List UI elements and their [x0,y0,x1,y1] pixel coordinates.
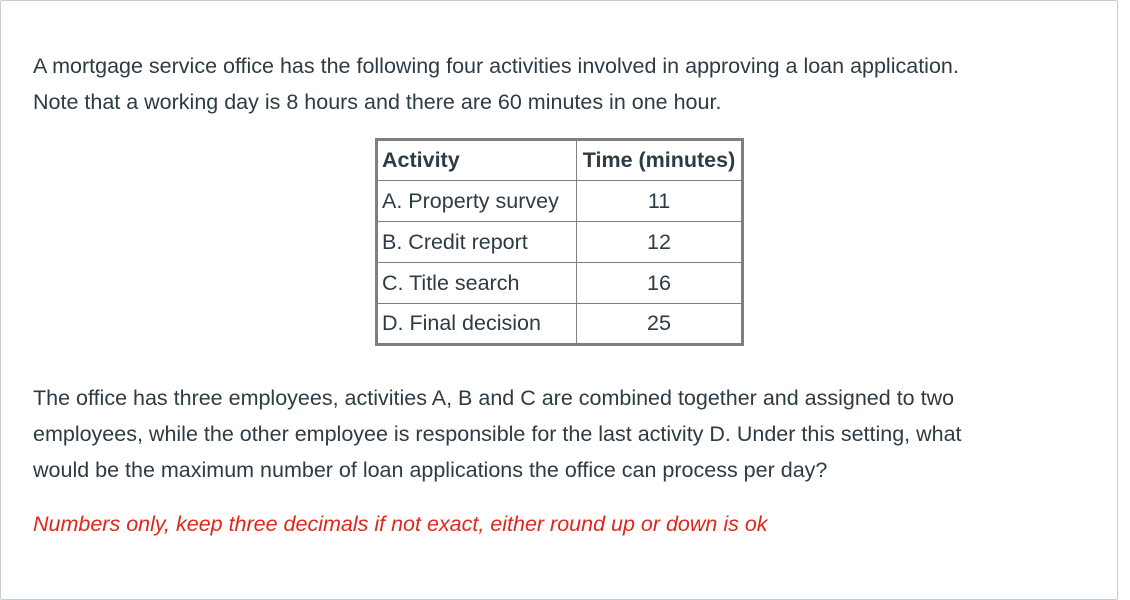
header-activity: Activity [377,140,577,181]
activity-cell: A. Property survey [377,181,577,222]
question-line-3: would be the maximum number of loan applications the office can process per day? [33,458,828,482]
activity-cell: C. Title search [377,263,577,304]
table-row [377,304,743,345]
time-cell: 16 [577,263,743,304]
header-time: Time (minutes) [577,140,743,181]
time-cell: 12 [577,222,743,263]
table-row [377,181,743,222]
time-cell: 25 [577,304,743,345]
question-line-2: employees, while the other employee is responsible for the last activity D. Under this setting, what [33,422,962,446]
question-paragraph [33,380,1103,488]
activity-time-table [375,138,744,346]
activity-cell: D. Final decision [377,304,577,345]
activity-cell: B. Credit report [377,222,577,263]
table-row [377,222,743,263]
intro-line-1: A mortgage service office has the following four activities involved in approving a loan application. [33,54,959,78]
intro-paragraph [33,48,1103,120]
question-line-1: The office has three employees, activities A, B and C are combined together and assigned to two [33,386,955,410]
answer-instruction-note: Numbers only, keep three decimals if not exact, either round up or down is ok [33,512,768,536]
table-row [377,263,743,304]
time-cell: 11 [577,181,743,222]
table-header-row [377,140,743,181]
intro-line-2: Note that a working day is 8 hours and there are 60 minutes in one hour. [33,90,722,114]
